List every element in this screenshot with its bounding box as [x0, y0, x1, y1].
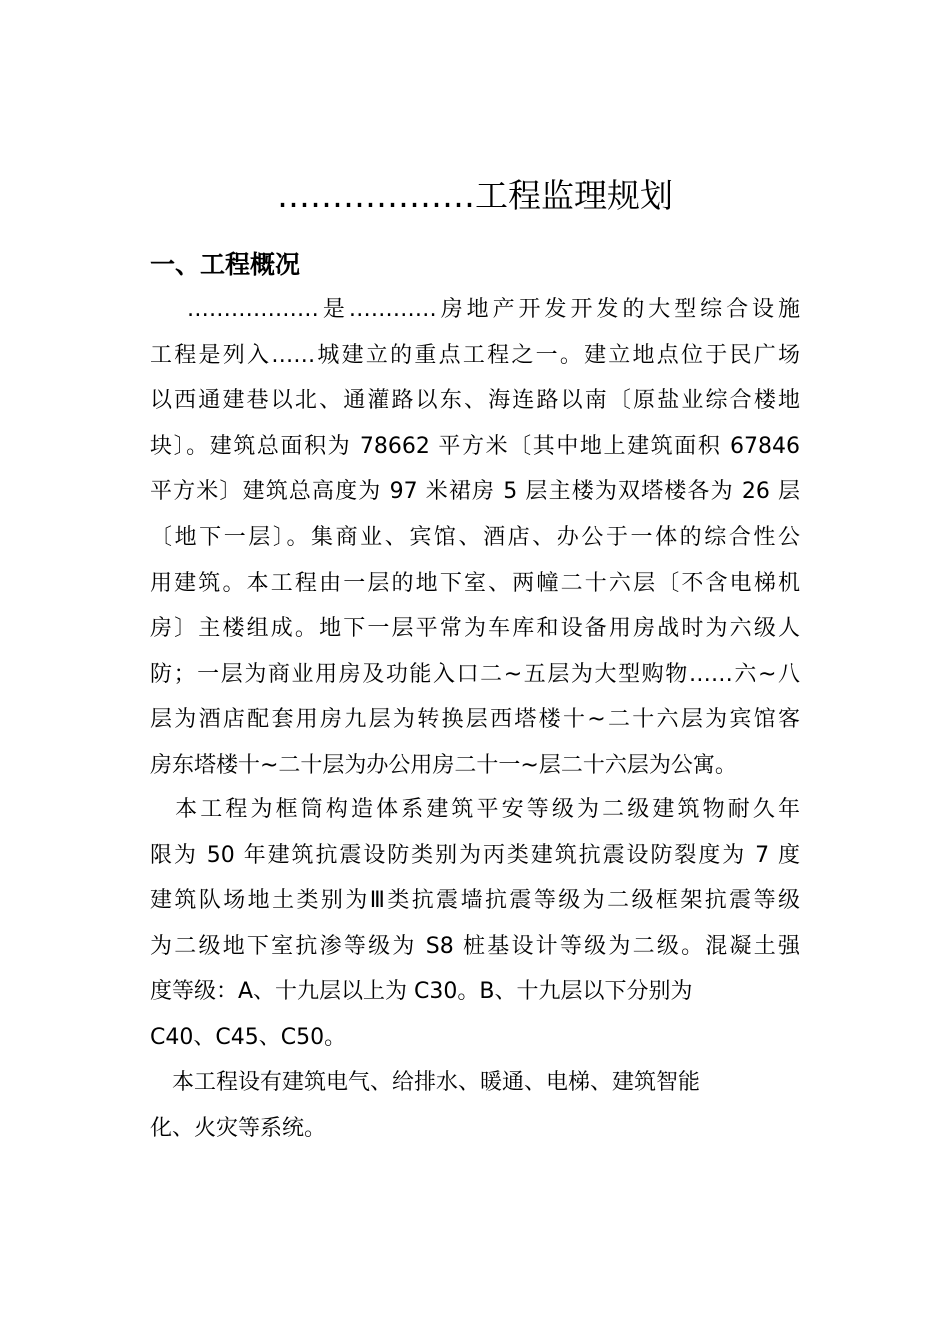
paragraph-structure	[150, 787, 800, 1061]
paragraph-line: 工程是列入……城建立的重点工程之一。建立地点位于民广场	[150, 342, 800, 368]
paragraph-line: 为二级地下室抗渗等级为 S8 桩基设计等级为二级。混凝土强	[150, 933, 800, 959]
paragraph-line: 用建筑。本工程由一层的地下室、两幢二十六层〔不含电梯机	[150, 570, 800, 596]
paragraph-line: 化、火灾等系统。	[150, 1115, 327, 1141]
paragraph-line: 房〕主楼组成。地下一层平常为车库和设备用房战时为六级人	[150, 616, 800, 642]
paragraph-line: 限为 50 年建筑抗震设防类别为丙类建筑抗震设防裂度为 7 度	[150, 842, 800, 868]
paragraph-line: 房东塔楼十~二十层为办公用房二十一~层二十六层为公寓。	[150, 752, 737, 778]
document-title: ………………工程监理规划	[277, 176, 673, 215]
paragraph-line: 本工程设有建筑电气、给排水、暖通、电梯、建筑智能	[150, 1070, 701, 1095]
paragraph-line: 〔地下一层〕。集商业、宾馆、酒店、办公于一体的综合性公	[150, 524, 800, 550]
paragraph-line: 块〕。建筑总面积为 78662 平方米〔其中地上建筑面积 67846	[150, 433, 800, 459]
paragraph-line: 防；一层为商业用房及功能入口二~五层为大型购物……六~八	[150, 661, 800, 687]
paragraph-line: 本工程为框筒构造体系建筑平安等级为二级建筑物耐久年	[150, 797, 800, 822]
paragraph-line: 层为酒店配套用房九层为转换层西塔楼十~二十六层为宾馆客	[150, 707, 800, 733]
paragraph-line: 以西通建巷以北、通灌路以东、海连路以南〔原盐业综合楼地	[150, 388, 800, 414]
section-heading: 一、工程概况	[150, 250, 301, 279]
paragraph-line: ………………是…………房地产开发开发的大型综合设施	[150, 297, 800, 322]
paragraph-line: 度等级：A、十九层以上为 C30。B、十九层以下分别为	[150, 979, 693, 1005]
paragraph-line: C40、C45、C50。	[150, 1024, 347, 1050]
paragraph-line: 建筑队场地土类别为Ⅲ类抗震墙抗震等级为二级框架抗震等级	[150, 888, 800, 914]
paragraph-overview	[150, 287, 800, 789]
paragraph-line: 平方米〕建筑总高度为 97 米裙房 5 层主楼为双塔楼各为 26 层	[150, 479, 800, 505]
paragraph-systems	[150, 1060, 800, 1151]
